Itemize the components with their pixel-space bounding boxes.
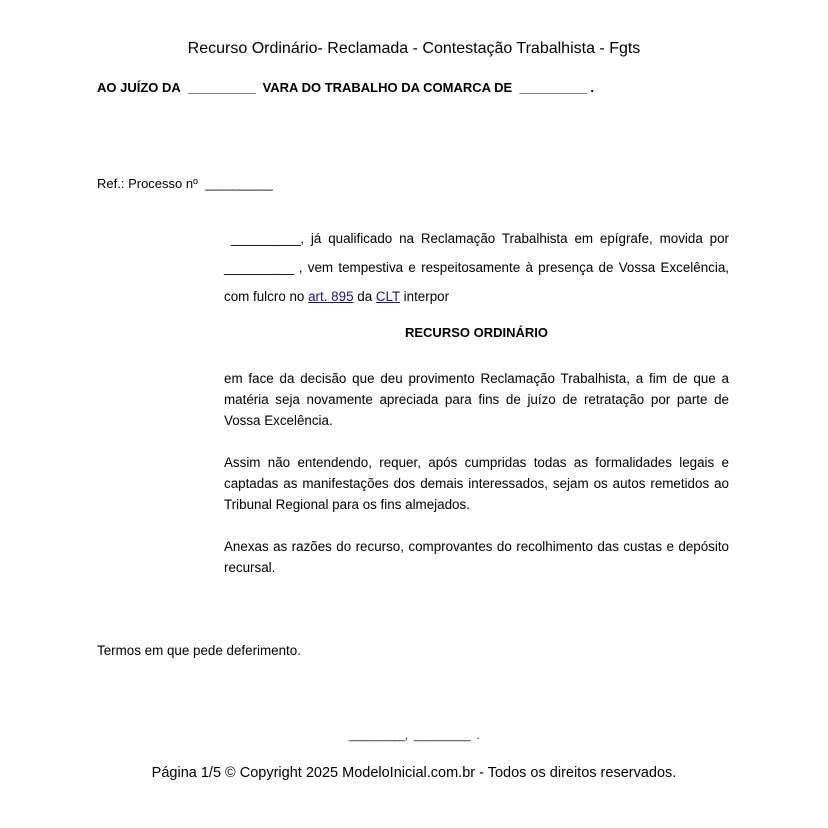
reference-label: Ref.: Processo nº <box>97 176 198 191</box>
reference-blank: __________ <box>205 176 273 191</box>
intro-text-3: da <box>353 289 376 304</box>
process-reference <box>97 176 272 191</box>
address-middle: VARA DO TRABALHO DA COMARCA DE <box>262 80 513 95</box>
closing-text: Termos em que pede deferimento. <box>97 643 301 658</box>
intro-text-1: , já qualificado na Reclamação Trabalhista em epígrafe, movida por <box>300 231 729 246</box>
signature-suffix: . <box>476 730 480 742</box>
link-art-895[interactable]: art. 895 <box>308 289 354 304</box>
paragraph-3: Anexas as razões do recurso, comprovantes do recolhimento das custas e depósito recursal. <box>224 539 729 575</box>
intro-blank-1: __________ <box>230 231 301 246</box>
intro-text-4: interpor <box>399 289 450 304</box>
court-address <box>97 80 594 95</box>
address-suffix: . <box>590 80 595 95</box>
link-clt[interactable]: CLT <box>375 289 400 304</box>
intro-paragraph <box>224 224 729 311</box>
signature-line <box>0 730 828 742</box>
intro-blank-2: __________ <box>224 260 294 275</box>
signature-separator: , <box>404 730 408 742</box>
address-blank-1: __________ <box>188 80 256 95</box>
paragraph-2: Assim não entendendo, requer, após cumpridas todas as formalidades legais e captadas as manifestações dos demais interessados, sejam os autos remetidos ao Tribunal Regional para os fins almejados. <box>224 455 729 512</box>
signature-blank-1: __________ <box>348 730 405 742</box>
address-blank-2: __________ <box>519 80 587 95</box>
address-prefix: AO JUÍZO DA <box>97 80 181 95</box>
document-title: Recurso Ordinário- Reclamada - Contestação Trabalhista - Fgts <box>187 40 641 57</box>
intro-text-2: , vem tempestiva e respeitosamente à presença de Vossa Excelência, com fulcro no <box>224 260 729 304</box>
signature-blank-2: __________ <box>414 730 471 742</box>
page-footer: Página 1/5 © Copyright 2025 ModeloInicial.com.br - Todos os direitos reservados. <box>151 765 677 781</box>
section-heading: RECURSO ORDINÁRIO <box>404 325 548 340</box>
paragraph-1: em face da decisão que deu provimento Reclamação Trabalhista, a fim de que a matéria seja novamente apreciada para fins de juízo de retratação por parte de Vossa Excelência. <box>224 371 729 428</box>
